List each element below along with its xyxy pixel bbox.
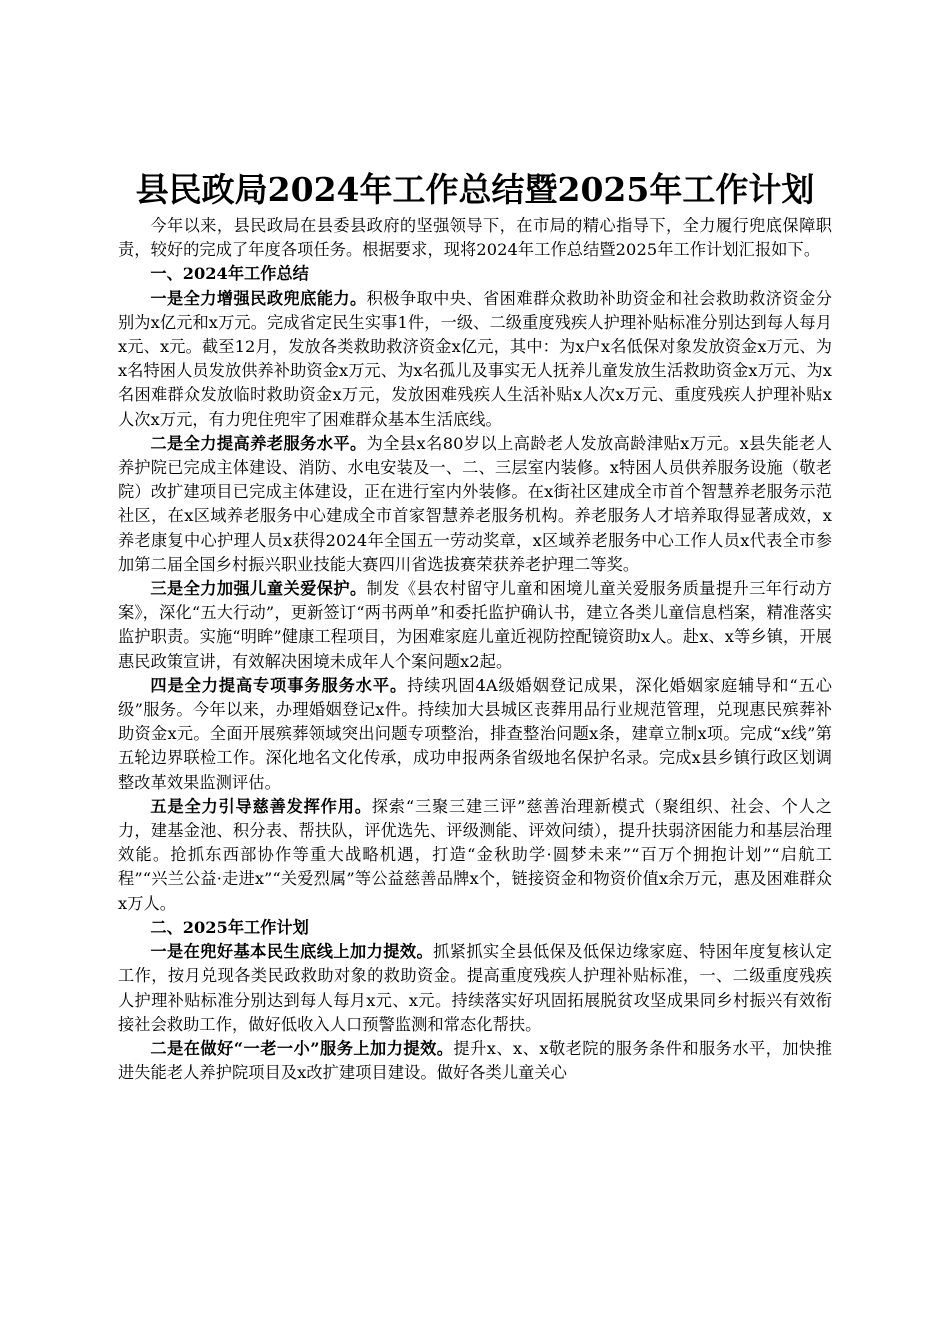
document-page	[118, 168, 832, 1085]
intro-paragraph: 今年以来，县民政局在县委县政府的坚强领导下，在市局的精心指导下，全力履行兜底保障职责，较好的完成了年度各项任务。根据要求，现将2024年工作总结暨2025年工作计划汇报如下。	[118, 216, 832, 260]
summary-item-3-lead: 三是全力加强儿童关爱保护。	[150, 579, 367, 599]
summary-item-3-text: 制发《县农村留守儿童和困境儿童关爱服务质量提升三年行动方案》，深化“五大行动”，更新签订“两书两单”和委托监护确认书，建立各类儿童信息档案，精准落实监护职责。实施“明眸”健康工程项目，为困难家庭儿童近视防控配镜资助x人。赴x、x等乡镇，开展惠民政策宣讲，有效解决困境未成年人个案问题x2起。	[118, 579, 832, 671]
summary-item-5-lead: 五是全力引导慈善发挥作用。	[150, 796, 372, 816]
section-heading-2025-plan: 二、2025年工作计划	[150, 917, 309, 937]
summary-item-1-lead: 一是全力增强民政兜底能力。	[150, 288, 367, 308]
section-heading-2024-summary: 一、2024年工作总结	[150, 264, 309, 284]
summary-item-1-text: 积极争取中央、省困难群众救助补助资金和社会救助救济资金分别为x亿元和x万元。完成省定民生实事1件，一级、二级重度残疾人护理补贴标准分别达到每人每月x元、x元。截至12月，发放各类救助救济资金x亿元，其中：为x户x名低保对象发放资金x万元、为x名特困人员发放供养补助资金x万元、为x名孤儿及事实无人抚养儿童发放生活救助资金x万元、为x名困难群众发放临时救助资金x万元，发放困难残疾人生活补贴x人次x万元、重度残疾人护理补贴x人次x万元，有力兜住兜牢了困难群众基本生活底线。	[118, 288, 832, 429]
summary-item-2-lead: 二是全力提高养老服务水平。	[150, 433, 367, 453]
summary-item-4-text: 持续巩固4A级婚姻登记成果，深化婚姻家庭辅导和“五心级”服务。今年以来，办理婚姻登记x件。持续加大县城区丧葬用品行业规范管理，兑现惠民殡葬补助资金x元。全面开展殡葬领域突出问题专项整治，排查整治问题x条，建章立制x项。完成“x线”第五轮边界联检工作。深化地名文化传承，成功申报两条省级地名保护名录。完成x县乡镇行政区划调整改革效果监测评估。	[118, 675, 832, 792]
document-title: 县民政局2024年工作总结暨2025年工作计划	[135, 170, 815, 209]
plan-item-1	[118, 940, 832, 1037]
summary-item-2	[118, 432, 832, 577]
plan-item-1-lead: 一是在兜好基本民生底线上加力提效。	[150, 942, 434, 962]
summary-item-3	[118, 577, 832, 674]
plan-item-2-lead: 二是在做好“一老一小”服务上加力提效。	[150, 1038, 454, 1058]
plan-item-2-text: 提升x、x、x敬老院的服务条件和服务水平，加快推进失能老人养护院项目及x改扩建项目建设。做好各类儿童关心	[118, 1038, 832, 1083]
summary-item-1	[118, 287, 832, 432]
summary-item-4-lead: 四是全力提高专项事务服务水平。	[150, 675, 408, 695]
summary-item-5	[118, 795, 832, 916]
summary-item-4	[118, 674, 832, 795]
plan-item-2	[118, 1037, 832, 1085]
plan-item-1-text: 抓紧抓实全县低保及低保边缘家庭、特困年度复核认定工作，按月兑现各类民政救助对象的救助资金。提高重度残疾人护理补贴标准，一、二级重度残疾人护理补贴标准分别达到每人每月x元、x元。持续落实好巩固拓展脱贫攻坚成果同乡村振兴有效衔接社会救助工作，做好低收入人口预警监测和常态化帮扶。	[118, 942, 832, 1034]
summary-item-2-text: 为全县x名80岁以上高龄老人发放高龄津贴x万元。x县失能老人养护院已完成主体建设、消防、水电安装及一、二、三层室内装修。x特困人员供养服务设施（敬老院）改扩建项目已完成主体建设，正在进行室内外装修。在x街社区建成全市首个智慧养老服务示范社区，在x区域养老服务中心建成全市首家智慧养老服务机构。养老服务人才培养取得显著成效，x养老康复中心护理人员x获得2024年全国五一劳动奖章，x区域养老服务中心工作人员x代表全市参加第二届全国乡村振兴职业技能大赛四川省选拔赛荣获养老护理二等奖。	[118, 433, 833, 574]
summary-item-5-text: 探索“三聚三建三评”慈善治理新模式（聚组织、社会、个人之力，建基金池、积分表、帮扶队，评优选先、评级测能、评效问绩），提升扶弱济困能力和基层治理效能。抢抓东西部协作等重大战略机遇，打造“金秋助学·圆梦未来”“百万个拥抱计划”“启航工程”“兴兰公益·走进x”“关爱烈属”等公益慈善品牌x个，链接资金和物资价值x余万元，惠及困难群众x万人。	[118, 796, 832, 913]
